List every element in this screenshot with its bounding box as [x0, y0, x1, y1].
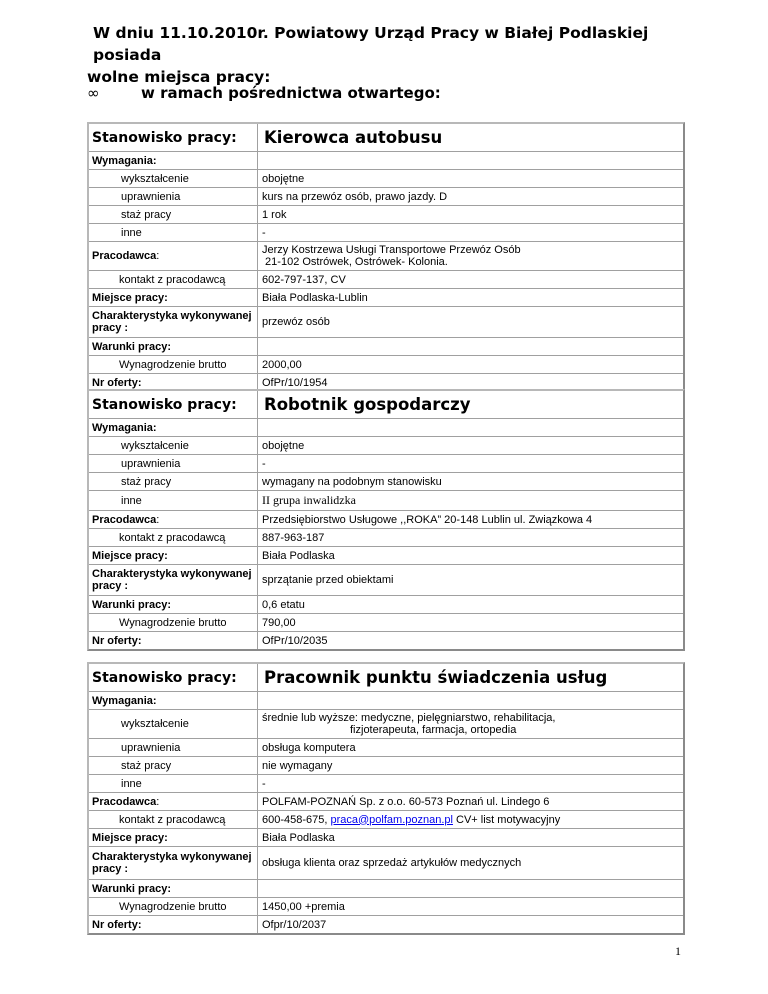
- offer-title-row: [89, 391, 683, 418]
- conditions-row: [89, 595, 683, 613]
- salary-label: Wynagrodzenie brutto: [119, 358, 227, 371]
- contact-value: 600-458-675, praca@polfam.poznan.pl CV+ list motywacyjny: [257, 811, 683, 828]
- salary-label: Wynagrodzenie brutto: [119, 900, 227, 913]
- offer-number-value: Ofpr/10/2037: [257, 916, 683, 933]
- position-label: Stanowisko pracy:: [92, 129, 237, 146]
- salary-value: 1450,00 +premia: [257, 898, 683, 915]
- offer-title-row: [89, 664, 683, 691]
- employer-label: Pracodawca :: [92, 250, 160, 262]
- other-label: inne: [121, 494, 142, 507]
- education-label: wykształcenie: [121, 439, 189, 452]
- position-label: Stanowisko pracy:: [92, 669, 237, 686]
- position-title: Robotnik gospodarczy: [257, 391, 683, 418]
- experience-label: staż pracy: [121, 208, 172, 221]
- job-description-label: Charakterystyka wykonywanej pracy :: [92, 568, 252, 592]
- licenses-row: [89, 454, 683, 472]
- contact-value: 887-963-187: [257, 529, 683, 546]
- employer-row: [89, 510, 683, 528]
- experience-label: staż pracy: [121, 475, 172, 488]
- experience-row: [89, 472, 683, 490]
- job-description-label: Charakterystyka wykonywanej pracy :: [92, 310, 252, 334]
- requirements-row: [89, 418, 683, 436]
- offer-title-row: [89, 124, 683, 151]
- requirements-label: Wymagania:: [92, 154, 157, 167]
- job-description-row: [89, 846, 683, 879]
- other-row: [89, 490, 683, 510]
- salary-label: Wynagrodzenie brutto: [119, 616, 227, 629]
- licenses-value: kurs na przewóz osób, prawo jazdy. D: [257, 188, 683, 205]
- salary-row: [89, 897, 683, 915]
- workplace-value: Biała Podlaska: [257, 547, 683, 564]
- job-description-value: przewóz osób: [257, 307, 683, 337]
- education-value: obojętne: [257, 170, 683, 187]
- conditions-value: [257, 338, 683, 355]
- salary-row: [89, 355, 683, 373]
- licenses-label: uprawnienia: [121, 190, 181, 203]
- requirements-label: Wymagania:: [92, 421, 157, 434]
- contact-label: kontakt z pracodawcą: [119, 531, 226, 544]
- other-label: inne: [121, 777, 142, 790]
- experience-row: [89, 756, 683, 774]
- experience-row: [89, 205, 683, 223]
- offer-number-label: Nr oferty:: [92, 634, 142, 647]
- education-value: obojętne: [257, 437, 683, 454]
- education-row: [89, 709, 683, 738]
- heading-line-1: W dniu 11.10.2010r. Powiatowy Urząd Pracy w Białej Podlaskiej posiada: [93, 24, 649, 64]
- conditions-label: Warunki pracy:: [92, 598, 172, 611]
- experience-value: wymagany na podobnym stanowisku: [257, 473, 683, 490]
- licenses-row: [89, 187, 683, 205]
- experience-value: 1 rok: [257, 206, 683, 223]
- licenses-row: [89, 738, 683, 756]
- workplace-value: Biała Podlaska-Lublin: [257, 289, 683, 306]
- experience-value: nie wymagany: [257, 757, 683, 774]
- offer-number-row: [89, 915, 683, 933]
- conditions-row: [89, 879, 683, 897]
- contact-label: kontakt z pracodawcą: [119, 813, 226, 826]
- contact-row: [89, 270, 683, 288]
- requirements-row: [89, 151, 683, 169]
- page-number: 1: [675, 944, 681, 958]
- contact-value: 602-797-137, CV: [257, 271, 683, 288]
- contact-row: [89, 810, 683, 828]
- job-offer-2: [87, 389, 685, 651]
- licenses-value: obsługa komputera: [257, 739, 683, 756]
- other-row: [89, 223, 683, 241]
- licenses-label: uprawnienia: [121, 457, 181, 470]
- workplace-label: Miejsce pracy:: [92, 549, 168, 562]
- workplace-row: [89, 828, 683, 846]
- other-value: -: [257, 224, 683, 241]
- offer-number-row: [89, 631, 683, 649]
- subheading-text: w ramach pośrednictwa otwartego:: [141, 84, 441, 102]
- employer-value: Jerzy Kostrzewa Usługi Transportowe Przewóz Osób 21-102 Ostrówek, Ostrówek- Kolonia.: [257, 242, 683, 270]
- job-offer-1: [87, 122, 685, 393]
- employer-value: Przedsiębiorstwo Usługowe ,,ROKA” 20-148 Lublin ul. Związkowa 4: [257, 511, 683, 528]
- job-offer-3: [87, 662, 685, 935]
- offer-number-value: OfPr/10/2035: [257, 632, 683, 649]
- offer-number-label: Nr oferty:: [92, 918, 142, 931]
- requirements-label: Wymagania:: [92, 694, 157, 707]
- conditions-value: 0,6 etatu: [257, 596, 683, 613]
- employer-row: [89, 241, 683, 270]
- workplace-label: Miejsce pracy:: [92, 291, 168, 304]
- employer-email-link[interactable]: praca@polfam.poznan.pl: [330, 813, 453, 826]
- offer-number-value: OfPr/10/1954: [257, 374, 683, 391]
- job-description-row: [89, 306, 683, 337]
- heading-line-2: wolne miejsca pracy:: [87, 68, 271, 86]
- employer-label: Pracodawca :: [92, 795, 160, 808]
- employer-row: [89, 792, 683, 810]
- infinity-bullet-icon: ∞: [87, 84, 100, 102]
- position-title: Pracownik punktu świadczenia usług: [257, 664, 683, 691]
- other-value: II grupa inwalidzka: [257, 491, 683, 510]
- job-description-row: [89, 564, 683, 595]
- education-label: wykształcenie: [121, 718, 189, 730]
- salary-row: [89, 613, 683, 631]
- position-title: Kierowca autobusu: [257, 124, 683, 151]
- education-row: [89, 436, 683, 454]
- employer-label: Pracodawca :: [92, 513, 160, 526]
- conditions-label: Warunki pracy:: [92, 340, 172, 353]
- job-description-value: obsługa klienta oraz sprzedaż artykułów medycznych: [257, 847, 683, 879]
- licenses-value: -: [257, 455, 683, 472]
- other-label: inne: [121, 226, 142, 239]
- education-row: [89, 169, 683, 187]
- position-label: Stanowisko pracy:: [92, 396, 237, 413]
- workplace-label: Miejsce pracy:: [92, 831, 168, 844]
- other-row: [89, 774, 683, 792]
- other-value: -: [257, 775, 683, 792]
- employer-value: POLFAM-POZNAŃ Sp. z o.o. 60-573 Poznań ul. Lindego 6: [257, 793, 683, 810]
- education-value: średnie lub wyższe: medyczne, pielęgniarstwo, rehabilitacja, fizjoterapeuta, farmacja, ortopedia: [257, 710, 683, 738]
- workplace-row: [89, 288, 683, 306]
- workplace-row: [89, 546, 683, 564]
- offer-number-label: Nr oferty:: [92, 376, 142, 389]
- licenses-label: uprawnienia: [121, 741, 181, 754]
- job-description-label: Charakterystyka wykonywanej pracy :: [92, 851, 252, 875]
- contact-label: kontakt z pracodawcą: [119, 273, 226, 286]
- salary-value: 2000,00: [257, 356, 683, 373]
- experience-label: staż pracy: [121, 759, 172, 772]
- conditions-row: [89, 337, 683, 355]
- contact-row: [89, 528, 683, 546]
- requirements-row: [89, 691, 683, 709]
- subheading: [87, 84, 441, 102]
- education-label: wykształcenie: [121, 172, 189, 185]
- workplace-value: Biała Podlaska: [257, 829, 683, 846]
- conditions-value: [257, 880, 683, 897]
- job-description-value: sprzątanie przed obiektami: [257, 565, 683, 595]
- salary-value: 790,00: [257, 614, 683, 631]
- page-heading: [87, 22, 687, 88]
- conditions-label: Warunki pracy:: [92, 882, 172, 895]
